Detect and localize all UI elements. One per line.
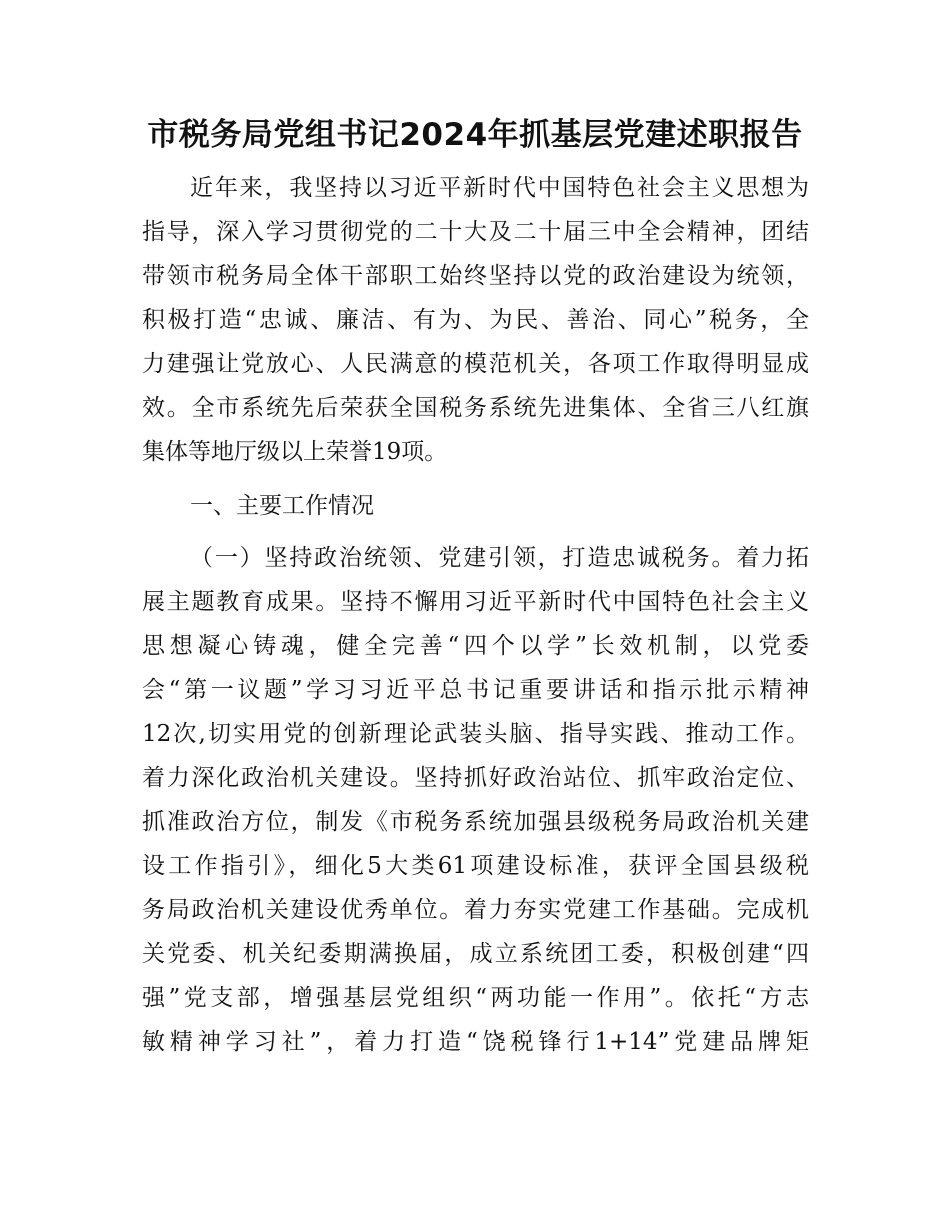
paragraph-1-line-6: 效。全市系统先后荣获全国税务系统先进集体、全省三八红旗 xyxy=(142,395,809,421)
paragraph-2-line-4: 会“第一议题”学习习近平总书记重要讲话和指示批示精神 xyxy=(142,677,809,703)
paragraph-2-line-9: 务局政治机关建设优秀单位。着力夯实党建工作基础。完成机 xyxy=(142,897,809,923)
paragraph-2-line-11: 强”党支部，增强基层党组织“两功能一作用”。依托“方志 xyxy=(142,985,809,1011)
paragraph-1-line-2: 指导，深入学习贯彻党的二十大及二十届三中全会精神，团结 xyxy=(142,219,809,245)
paragraph-2-line-10: 关党委、机关纪委期满换届，成立系统团工委，积极创建“四 xyxy=(142,941,809,967)
paragraph-2-line-8: 设工作指引》，细化5大类61项建设标准，获评全国县级税 xyxy=(142,853,809,879)
paragraph-2-line-6: 着力深化政治机关建设。坚持抓好政治站位、抓牢政治定位、 xyxy=(142,765,809,791)
paragraph-2-line-2: 展主题教育成果。坚持不懈用习近平新时代中国特色社会主义 xyxy=(142,589,809,615)
section-heading: 一、主要工作情况 xyxy=(190,493,374,519)
paragraph-1-line-1: 近年来，我坚持以习近平新时代中国特色社会主义思想为 xyxy=(190,175,809,201)
document-title: 市税务局党组书记2024年抓基层党建述职报告 xyxy=(147,117,803,153)
paragraph-2-line-7: 抓准政治方位，制发《市税务系统加强县级税务局政治机关建 xyxy=(142,809,809,835)
paragraph-1-line-4: 积极打造“忠诚、廉洁、有为、为民、善治、同心”税务，全 xyxy=(142,307,809,333)
paragraph-1-line-3: 带领市税务局全体干部职工始终坚持以党的政治建设为统领， xyxy=(142,263,809,289)
paragraph-1-line-5: 力建强让党放心、人民满意的模范机关，各项工作取得明显成 xyxy=(142,351,809,377)
paragraph-2-line-12: 敏精神学习社”，着力打造“饶税锋行1+14”党建品牌矩 xyxy=(142,1029,809,1055)
paragraph-2-line-1: （一）坚持政治统领、党建引领，打造忠诚税务。着力拓 xyxy=(190,545,809,571)
paragraph-1-line-7: 集体等地厅级以上荣誉19项。 xyxy=(142,439,448,465)
paragraph-2-line-3: 思想凝心铸魂，健全完善“四个以学”长效机制，以党委 xyxy=(142,633,809,659)
paragraph-2-line-5: 12次,切实用党的创新理论武装头脑、指导实践、推动工作。 xyxy=(142,721,809,747)
